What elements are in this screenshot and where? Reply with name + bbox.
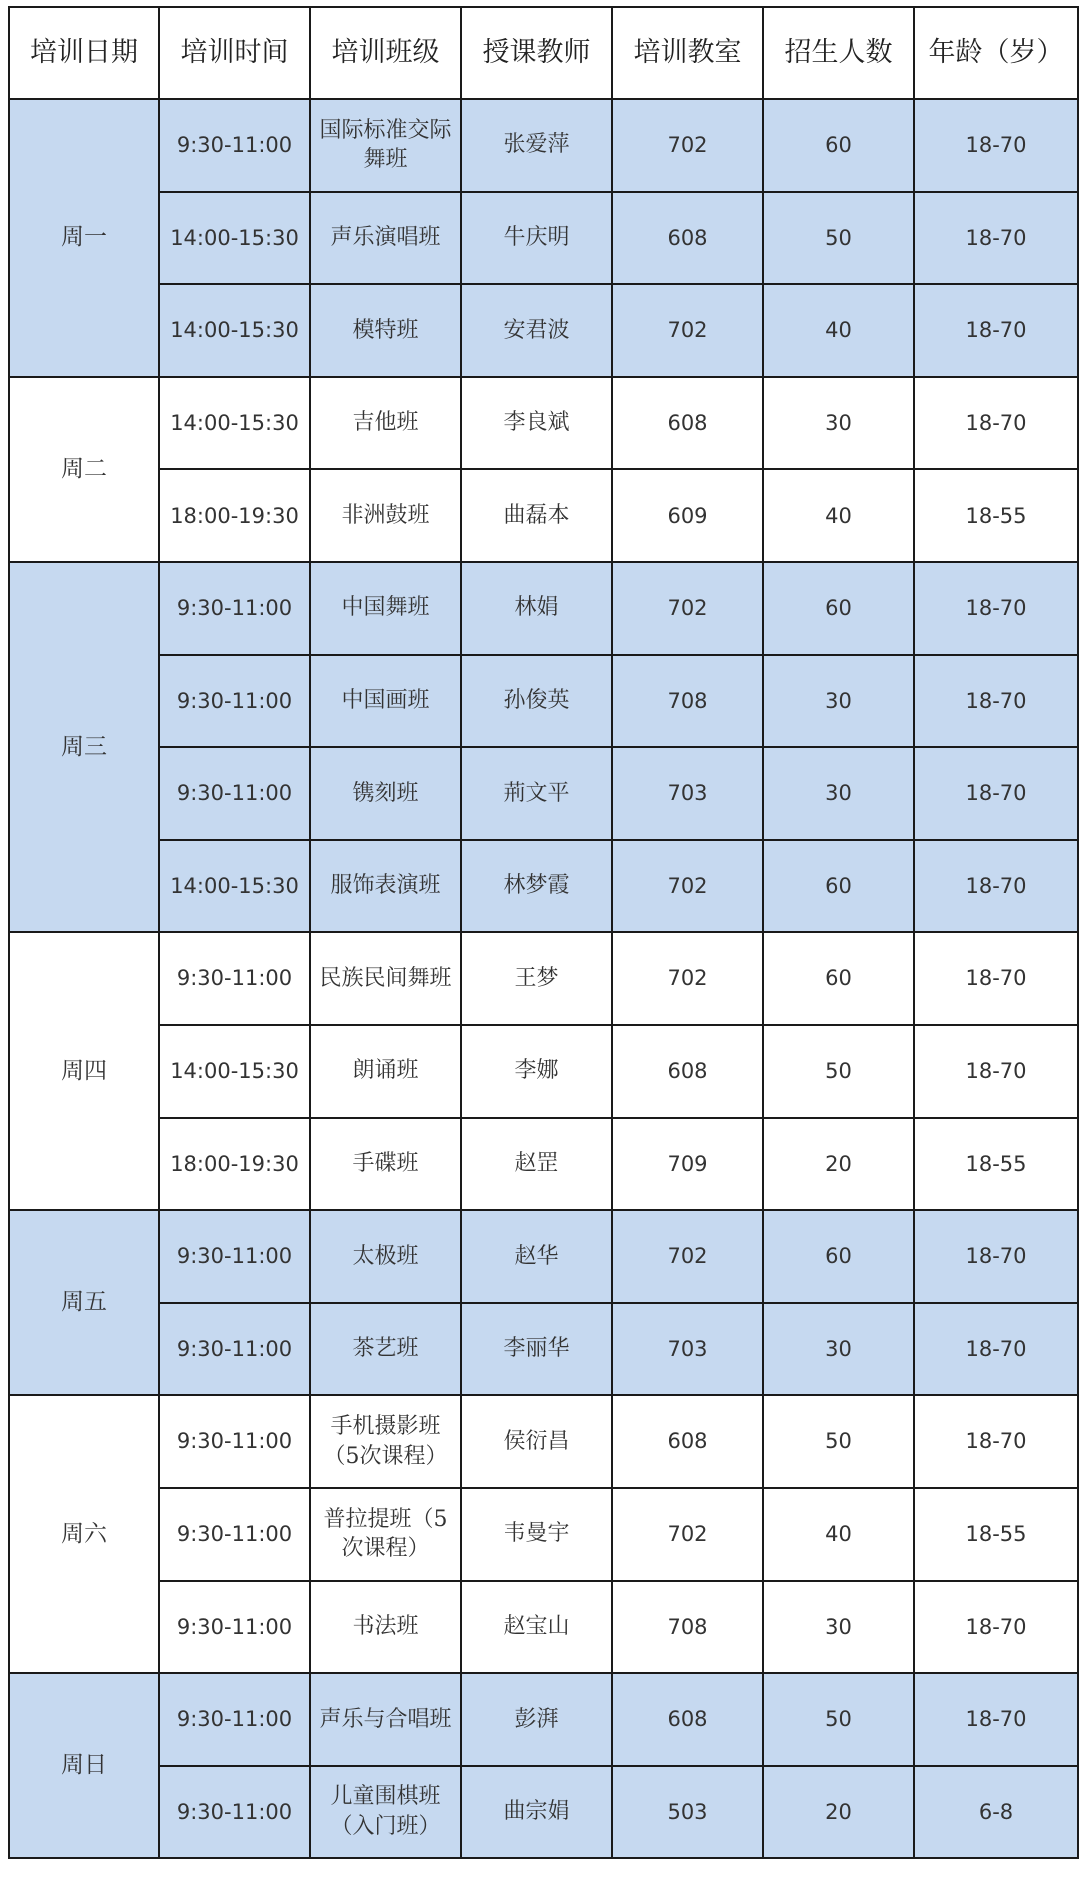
cell-enrollment: 20 <box>763 1118 914 1211</box>
table-body <box>9 99 1078 1858</box>
cell-age-range: 18-70 <box>914 1025 1078 1118</box>
cell-classroom: 702 <box>612 840 763 933</box>
cell-training-day: 周四 <box>9 932 159 1210</box>
table-row <box>9 284 1078 377</box>
cell-enrollment: 60 <box>763 1210 914 1303</box>
cell-class-name: 普拉提班（5次课程） <box>310 1488 461 1581</box>
cell-classroom: 703 <box>612 747 763 840</box>
table-row <box>9 1395 1078 1488</box>
cell-teacher: 林娟 <box>461 562 612 655</box>
cell-enrollment: 40 <box>763 284 914 377</box>
table-row <box>9 1581 1078 1674</box>
table-row <box>9 1118 1078 1211</box>
cell-training-day: 周六 <box>9 1395 159 1673</box>
cell-classroom: 702 <box>612 99 763 192</box>
table-row <box>9 1488 1078 1581</box>
table-row <box>9 932 1078 1025</box>
table-row <box>9 377 1078 470</box>
table-row <box>9 1210 1078 1303</box>
cell-class-name: 手碟班 <box>310 1118 461 1211</box>
cell-time: 14:00-15:30 <box>159 284 310 377</box>
cell-teacher: 彭湃 <box>461 1673 612 1766</box>
cell-teacher: 侯衍昌 <box>461 1395 612 1488</box>
cell-teacher: 赵华 <box>461 1210 612 1303</box>
cell-teacher: 曲宗娟 <box>461 1766 612 1859</box>
cell-teacher: 张爱萍 <box>461 99 612 192</box>
cell-classroom: 608 <box>612 1673 763 1766</box>
cell-enrollment: 30 <box>763 1303 914 1396</box>
table-header <box>9 7 1078 99</box>
table-row <box>9 192 1078 285</box>
cell-training-day: 周一 <box>9 99 159 377</box>
cell-classroom: 703 <box>612 1303 763 1396</box>
cell-class-name: 茶艺班 <box>310 1303 461 1396</box>
cell-teacher: 赵宝山 <box>461 1581 612 1674</box>
cell-time: 9:30-11:00 <box>159 1673 310 1766</box>
cell-classroom: 708 <box>612 655 763 748</box>
cell-class-name: 太极班 <box>310 1210 461 1303</box>
cell-classroom: 608 <box>612 377 763 470</box>
cell-time: 9:30-11:00 <box>159 1581 310 1674</box>
cell-time: 9:30-11:00 <box>159 562 310 655</box>
table-row <box>9 840 1078 933</box>
cell-age-range: 18-70 <box>914 284 1078 377</box>
cell-classroom: 709 <box>612 1118 763 1211</box>
cell-classroom: 702 <box>612 284 763 377</box>
cell-class-name: 中国舞班 <box>310 562 461 655</box>
header-enrollment: 招生人数 <box>763 7 914 99</box>
cell-time: 18:00-19:30 <box>159 469 310 562</box>
cell-classroom: 702 <box>612 1210 763 1303</box>
cell-time: 14:00-15:30 <box>159 840 310 933</box>
cell-class-name: 模特班 <box>310 284 461 377</box>
cell-age-range: 18-70 <box>914 99 1078 192</box>
cell-time: 14:00-15:30 <box>159 377 310 470</box>
cell-enrollment: 30 <box>763 377 914 470</box>
cell-teacher: 曲磊本 <box>461 469 612 562</box>
cell-time: 9:30-11:00 <box>159 932 310 1025</box>
cell-enrollment: 30 <box>763 747 914 840</box>
cell-teacher: 李良斌 <box>461 377 612 470</box>
cell-teacher: 李丽华 <box>461 1303 612 1396</box>
cell-enrollment: 60 <box>763 562 914 655</box>
cell-age-range: 18-70 <box>914 1210 1078 1303</box>
cell-enrollment: 60 <box>763 99 914 192</box>
cell-teacher: 李娜 <box>461 1025 612 1118</box>
cell-classroom: 609 <box>612 469 763 562</box>
table-row <box>9 1673 1078 1766</box>
cell-teacher: 赵罡 <box>461 1118 612 1211</box>
cell-class-name: 服饰表演班 <box>310 840 461 933</box>
cell-enrollment: 30 <box>763 1581 914 1674</box>
cell-teacher: 孙俊英 <box>461 655 612 748</box>
cell-time: 9:30-11:00 <box>159 1303 310 1396</box>
cell-age-range: 18-55 <box>914 1118 1078 1211</box>
cell-training-day: 周五 <box>9 1210 159 1395</box>
header-training-date: 培训日期 <box>9 7 159 99</box>
table-row <box>9 747 1078 840</box>
cell-age-range: 6-8 <box>914 1766 1078 1859</box>
cell-training-day: 周二 <box>9 377 159 562</box>
cell-time: 9:30-11:00 <box>159 1395 310 1488</box>
training-schedule-table <box>8 6 1079 1859</box>
table-row <box>9 1303 1078 1396</box>
cell-enrollment: 50 <box>763 1025 914 1118</box>
cell-classroom: 608 <box>612 1025 763 1118</box>
cell-age-range: 18-70 <box>914 1303 1078 1396</box>
cell-age-range: 18-70 <box>914 747 1078 840</box>
cell-training-day: 周三 <box>9 562 159 932</box>
cell-teacher: 安君波 <box>461 284 612 377</box>
header-row <box>9 7 1078 99</box>
cell-age-range: 18-70 <box>914 1581 1078 1674</box>
cell-classroom: 702 <box>612 1488 763 1581</box>
cell-age-range: 18-70 <box>914 655 1078 748</box>
cell-enrollment: 30 <box>763 655 914 748</box>
cell-age-range: 18-70 <box>914 1673 1078 1766</box>
cell-class-name: 手机摄影班（5次课程） <box>310 1395 461 1488</box>
cell-age-range: 18-70 <box>914 192 1078 285</box>
cell-class-name: 国际标准交际舞班 <box>310 99 461 192</box>
cell-age-range: 18-70 <box>914 562 1078 655</box>
cell-teacher: 荊文平 <box>461 747 612 840</box>
table-row <box>9 562 1078 655</box>
cell-enrollment: 60 <box>763 840 914 933</box>
table-row <box>9 1025 1078 1118</box>
table-row <box>9 99 1078 192</box>
cell-class-name: 镌刻班 <box>310 747 461 840</box>
cell-time: 9:30-11:00 <box>159 99 310 192</box>
cell-class-name: 民族民间舞班 <box>310 932 461 1025</box>
table-row <box>9 655 1078 748</box>
cell-enrollment: 60 <box>763 932 914 1025</box>
cell-classroom: 702 <box>612 562 763 655</box>
cell-teacher: 林梦霞 <box>461 840 612 933</box>
cell-enrollment: 50 <box>763 1673 914 1766</box>
cell-time: 18:00-19:30 <box>159 1118 310 1211</box>
cell-age-range: 18-70 <box>914 377 1078 470</box>
cell-classroom: 702 <box>612 932 763 1025</box>
header-age-range: 年龄（岁） <box>914 7 1078 99</box>
header-teacher: 授课教师 <box>461 7 612 99</box>
cell-class-name: 吉他班 <box>310 377 461 470</box>
header-training-time: 培训时间 <box>159 7 310 99</box>
cell-time: 9:30-11:00 <box>159 1766 310 1859</box>
cell-age-range: 18-70 <box>914 932 1078 1025</box>
cell-age-range: 18-55 <box>914 1488 1078 1581</box>
cell-classroom: 608 <box>612 1395 763 1488</box>
cell-age-range: 18-70 <box>914 840 1078 933</box>
table-row <box>9 469 1078 562</box>
header-classroom: 培训教室 <box>612 7 763 99</box>
cell-age-range: 18-70 <box>914 1395 1078 1488</box>
cell-time: 9:30-11:00 <box>159 1210 310 1303</box>
table-row <box>9 1766 1078 1859</box>
cell-time: 9:30-11:00 <box>159 1488 310 1581</box>
cell-time: 14:00-15:30 <box>159 1025 310 1118</box>
cell-class-name: 书法班 <box>310 1581 461 1674</box>
cell-class-name: 中国画班 <box>310 655 461 748</box>
cell-class-name: 非洲鼓班 <box>310 469 461 562</box>
cell-enrollment: 50 <box>763 1395 914 1488</box>
cell-enrollment: 40 <box>763 469 914 562</box>
cell-classroom: 503 <box>612 1766 763 1859</box>
header-class-name: 培训班级 <box>310 7 461 99</box>
cell-teacher: 韦曼宇 <box>461 1488 612 1581</box>
cell-enrollment: 50 <box>763 192 914 285</box>
cell-teacher: 王梦 <box>461 932 612 1025</box>
cell-enrollment: 40 <box>763 1488 914 1581</box>
cell-class-name: 朗诵班 <box>310 1025 461 1118</box>
cell-classroom: 708 <box>612 1581 763 1674</box>
cell-class-name: 声乐与合唱班 <box>310 1673 461 1766</box>
cell-time: 9:30-11:00 <box>159 655 310 748</box>
cell-time: 14:00-15:30 <box>159 192 310 285</box>
cell-age-range: 18-55 <box>914 469 1078 562</box>
cell-enrollment: 20 <box>763 1766 914 1859</box>
cell-classroom: 608 <box>612 192 763 285</box>
cell-time: 9:30-11:00 <box>159 747 310 840</box>
cell-training-day: 周日 <box>9 1673 159 1858</box>
cell-class-name: 儿童围棋班（入门班） <box>310 1766 461 1859</box>
cell-class-name: 声乐演唱班 <box>310 192 461 285</box>
cell-teacher: 牛庆明 <box>461 192 612 285</box>
